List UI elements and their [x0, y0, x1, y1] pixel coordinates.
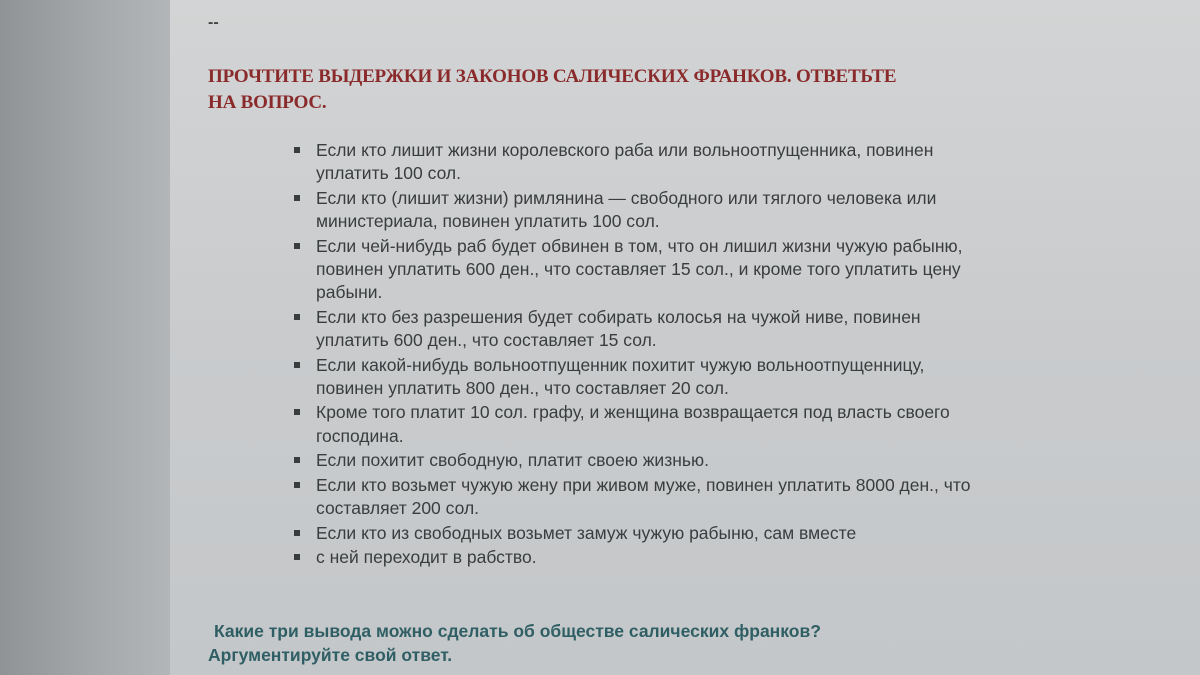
- question-line-1: Какие три вывода можно сделать об обществе салических франков?: [214, 621, 821, 641]
- bullet-icon: [294, 457, 300, 463]
- law-text: Если кто (лишит жизни) римлянина — свободного или тяглого человека или министериала, повинен уплатить 100 сол.: [316, 187, 937, 232]
- bullet-icon: [294, 195, 300, 201]
- law-item-9: [290, 522, 980, 545]
- bullet-icon: [294, 554, 300, 560]
- left-margin: [0, 0, 170, 675]
- separator-text: --: [208, 14, 219, 31]
- laws-list: [290, 139, 980, 570]
- law-text: Если кто из свободных возьмет замуж чужую рабыню, сам вместе: [316, 522, 857, 543]
- law-text: Если кто без разрешения будет собирать колосья на чужой ниве, повинен уплатить 600 ден., что составляет 15 сол.: [316, 306, 921, 351]
- law-text: Если чей-нибудь раб будет обвинен в том, что он лишил жизни чужую рабыню, повинен уплатить 600 ден., что составляет 15 сол., и кроме того уплатить цену рабыни.: [316, 235, 963, 303]
- bullet-icon: [294, 530, 300, 536]
- law-text: Кроме того платит 10 сол. графу, и женщина возвращается под власть своего господина.: [316, 402, 950, 446]
- law-item-8: [290, 474, 980, 521]
- assignment-heading: ПРОЧТИТЕ ВЫДЕРЖКИ И ЗАКОНОВ САЛИЧЕСКИХ ФРАНКОВ. ОТВЕТЬТЕ НА ВОПРОС.: [208, 66, 897, 113]
- law-item-3: [290, 235, 980, 305]
- law-item-10: [290, 546, 980, 569]
- law-item-5: [290, 354, 980, 401]
- bullet-icon: [294, 482, 300, 488]
- bullet-icon: [294, 147, 300, 153]
- law-item-1: [290, 139, 980, 186]
- question-text: [208, 620, 928, 667]
- law-text: Если кто лишит жизни королевского раба или вольноотпущенника, повинен уплатить 100 сол.: [316, 140, 934, 184]
- law-item-2: [290, 187, 980, 234]
- law-item-4: [290, 306, 980, 353]
- bullet-icon: [294, 362, 300, 368]
- law-item-7: [290, 449, 980, 472]
- law-text: Если похитит свободную, платит своею жизнью.: [316, 450, 709, 471]
- bullet-icon: [294, 314, 300, 320]
- bullet-icon: [294, 243, 300, 249]
- law-text: Если какой-нибудь вольноотпущенник похитит чужую вольноотпущенницу, повинен уплатить 800 ден., что составляет 20 сол.: [316, 354, 925, 399]
- bullet-icon: [294, 409, 300, 415]
- question-line-2: Аргументируйте свой ответ.: [208, 644, 453, 665]
- law-text: с ней переходит в рабство.: [316, 546, 537, 567]
- law-text: Если кто возьмет чужую жену при живом муже, повинен уплатить 8000 ден., что составляет 200 сол.: [316, 474, 971, 519]
- law-item-6: [290, 401, 980, 448]
